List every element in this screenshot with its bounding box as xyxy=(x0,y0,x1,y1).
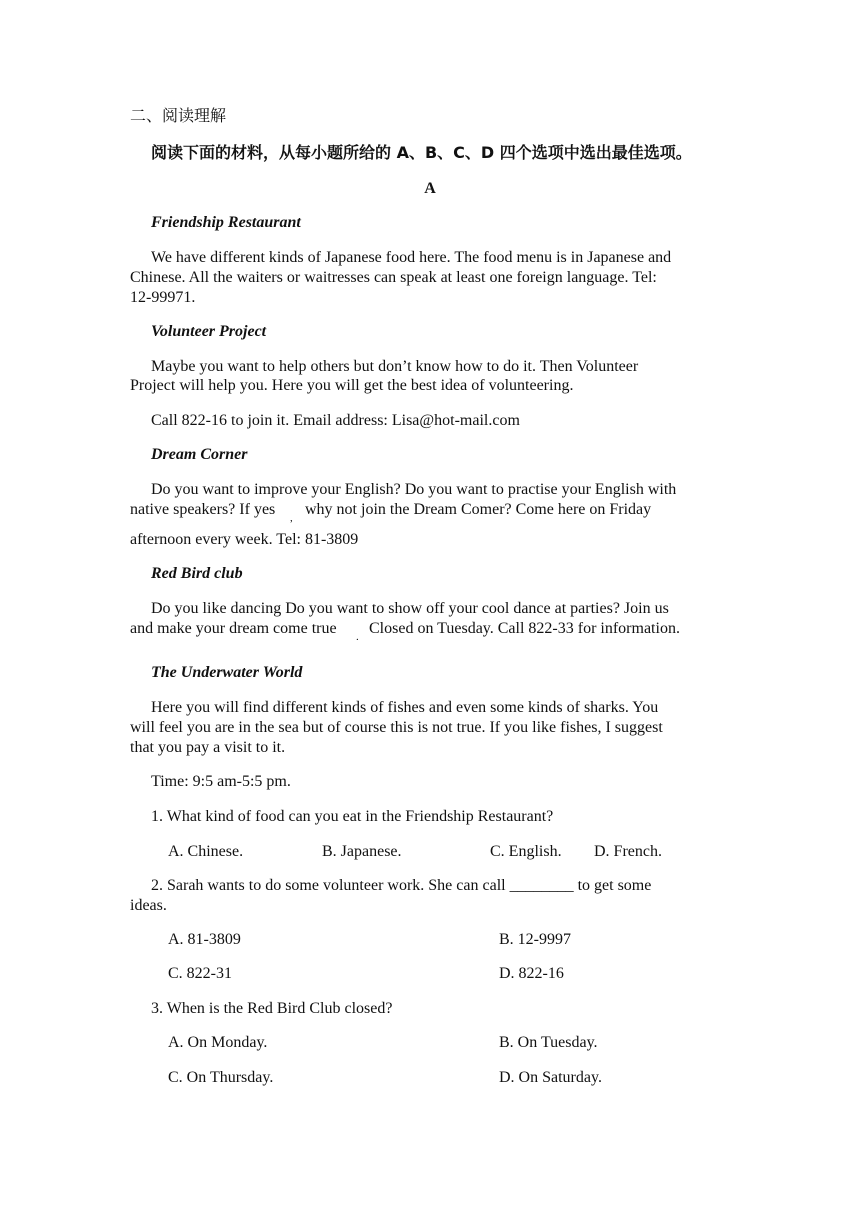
answer-option: B. 12-9997 xyxy=(499,931,571,948)
ad-text-line: Chinese. All the waiters or waitresses can speak at least one foreign language. Tel: xyxy=(130,269,657,286)
answer-option: A. Chinese. xyxy=(168,843,244,860)
section-heading: 二、阅读理解 xyxy=(130,106,227,125)
answer-option: C. On Thursday. xyxy=(168,1069,274,1086)
answer-option: C. English. xyxy=(490,843,562,860)
ad-text-line: Maybe you want to help others but don’t know how to do it. Then Volunteer xyxy=(151,358,639,375)
ad-text-line: Closed on Tuesday. Call 822-33 for information. xyxy=(369,620,680,637)
ad-text-line: Here you will find different kinds of fishes and even some kinds of sharks. You xyxy=(151,699,659,716)
ad-contact-line: Call 822-16 to join it. Email address: Lisa@hot-mail.com xyxy=(151,412,520,429)
ad-text-line: and make your dream come true xyxy=(130,620,337,637)
ad-title-volunteer-project: Volunteer Project xyxy=(151,323,267,340)
ad-title-red-bird-club: Red Bird club xyxy=(151,565,243,582)
ad-text-line: 12-99971. xyxy=(130,289,196,306)
punctuation-mark: , xyxy=(290,512,293,524)
instruction-text: 阅读下面的材料，从每小题所给的 A、B、C、D 四个选项中选出最佳选项。 xyxy=(151,143,692,162)
ad-text-line: will feel you are in the sea but of course this is not true. If you like fishes, I suggest xyxy=(130,719,663,736)
passage-label: A xyxy=(424,180,436,197)
question-stem: ideas. xyxy=(130,897,167,914)
question-stem: 1. What kind of food can you eat in the Friendship Restaurant? xyxy=(151,808,554,825)
answer-option: D. On Saturday. xyxy=(499,1069,602,1086)
ad-text-line: why not join the Dream Comer? Come here on Friday xyxy=(305,501,652,518)
ad-text-line: Project will help you. Here you will get the best idea of volunteering. xyxy=(130,377,574,394)
ad-text-line: native speakers? If yes xyxy=(130,501,276,518)
answer-option: C. 822-31 xyxy=(168,965,232,982)
ad-text-line: We have different kinds of Japanese food here. The food menu is in Japanese and xyxy=(151,249,672,266)
ad-time-line: Time: 9:5 am-5:5 pm. xyxy=(151,773,291,790)
ad-text-line: afternoon every week. Tel: 81-3809 xyxy=(130,531,359,548)
ad-title-dream-corner: Dream Corner xyxy=(151,446,248,463)
answer-option: D. 822-16 xyxy=(499,965,564,982)
punctuation-mark: . xyxy=(356,631,359,643)
question-stem: 3. When is the Red Bird Club closed? xyxy=(151,1000,393,1017)
ad-title-underwater-world: The Underwater World xyxy=(151,664,303,681)
answer-option: A. On Monday. xyxy=(168,1034,268,1051)
answer-option: B. Japanese. xyxy=(322,843,402,860)
question-stem: 2. Sarah wants to do some volunteer work. She can call ________ to get some xyxy=(151,877,652,894)
answer-option: A. 81-3809 xyxy=(168,931,241,948)
ad-text-line: Do you like dancing Do you want to show off your cool dance at parties? Join us xyxy=(151,600,669,617)
answer-option: B. On Tuesday. xyxy=(499,1034,598,1051)
ad-text-line: that you pay a visit to it. xyxy=(130,739,286,756)
ad-text-line: Do you want to improve your English? Do you want to practise your English with xyxy=(151,481,677,498)
ad-title-friendship-restaurant: Friendship Restaurant xyxy=(151,214,301,231)
answer-option: D. French. xyxy=(594,843,662,860)
